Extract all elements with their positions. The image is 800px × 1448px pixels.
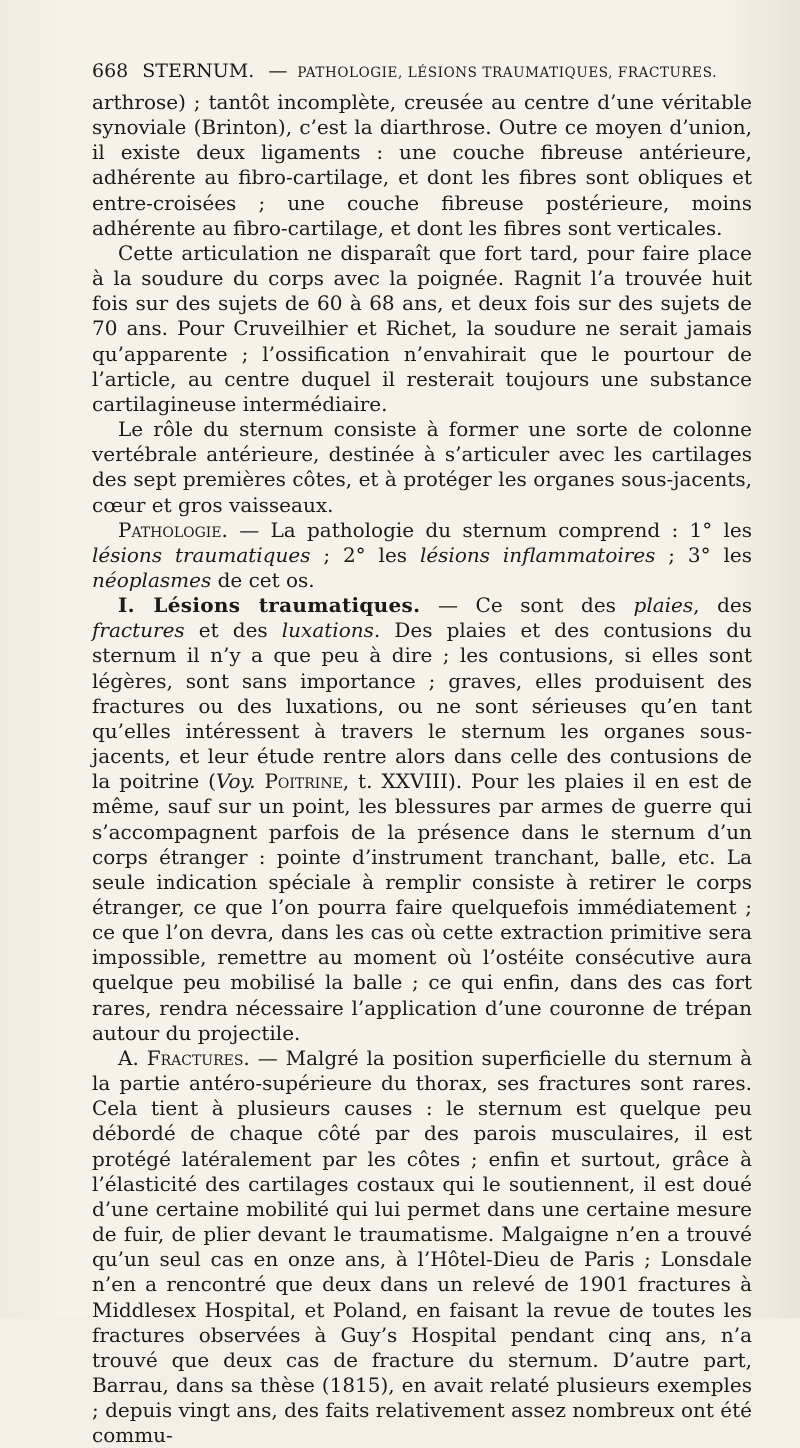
term-neoplasmes: néoplasmes (92, 567, 212, 592)
section-heading-lesions: I. Lésions traumatiques. (118, 593, 421, 618)
header-title: STERNUM. (142, 60, 255, 82)
term-lesions-traumatiques: lésions traumatiques (92, 542, 311, 567)
paragraph-pathologie: Pathologie. — La pathologie du sternum comprend : 1° les lésions traumatiques ; 2° les lésions inflammatoires ; 3° les néoplasmes de cet os. (92, 517, 753, 592)
header-dash: — (268, 60, 288, 82)
page-number: 668 (92, 60, 129, 82)
running-head: PATHOLOGIE, LÉSIONS TRAUMATIQUES, FRACTURES. (297, 65, 718, 81)
cross-reference-voy: Voy. (215, 769, 256, 794)
page-header (92, 60, 752, 84)
page-body (92, 90, 752, 1448)
section-label-pathologie: Pathologie. (118, 517, 228, 542)
paragraph-role-sternum: Le rôle du sternum consiste à former une sorte de colonne vertébrale antérieure, destinée à s’articuler avec les cartilages des sept premières côtes, et à protéger les organes sous-jacents, cœur et gros vaisseaux. (92, 417, 752, 517)
section-label-fractures: A. Fractures. (118, 1045, 250, 1070)
paragraph-soudure: Cette articulation ne disparaît que fort tard, pour faire place à la soudure du corps avec la poignée. Ragnit l’a trouvée huit fois sur des sujets de 60 à 68 ans, et deux fois sur des sujets de 70 ans. Pour Cruveilhier et Richet, la soudure ne serait jamais qu’apparente ; l’ossification n’envahirait que le pourtour de l’article, au centre duquel il resterait toujours une substance cartilagineuse intermédiaire. (92, 240, 752, 416)
term-lesions-inflammatoires: lésions inflammatoires (419, 542, 656, 567)
paragraph-fractures: A. Fractures. — Malgré la position superficielle du sternum à la partie antéro-supérieure du thorax, ses fractures sont rares. Cela tient à plusieurs causes : le sternum est quelque peu débordé de chaque côté par des parois musculaires, il est protégé latéralement par les côtes ; enfin et surtout, grâce à l’élasticité des cartilages costaux qui le soutiennent, il est doué d’une certaine mobilité qui lui permet dans une certaine mesure de fuir, de plier devant le traumatisme. Malgaigne n’en a trouvé qu’un seul cas en onze ans, à l’Hôtel-Dieu de Paris ; Lonsdale n’en a rencontré que deux dans un relevé de 1901 fractures à Middlesex Hospital, et Poland, en faisant la revue de toutes les fractures observées à Guy’s Hospital pendant cinq ans, n’a trouvé que deux cas de fracture du sternum. D’autre part, Barrau, dans sa thèse (1815), en avait relaté plusieurs exemples ; depuis vingt ans, des faits relativement assez nombreux ont été commu- (92, 1045, 752, 1448)
cross-reference-poitrine: Poitrine (264, 769, 343, 794)
paragraph-articulation: arthrose) ; tantôt incomplète, creusée au centre d’une véritable synoviale (Brinton), c’est la diarthrose. Outre ce moyen d’union, il existe deux ligaments : une couche fibreuse antérieure, adhérente au fibro-cartilage, et dont les fibres sont obliques et entre-croisées ; une couche fibreuse postérieure, moins adhérente au fibro-cartilage, et dont les fibres sont verticales. (92, 90, 752, 240)
paragraph-lesions-traumatiques: I. Lésions traumatiques. — Ce sont des plaies, des fractures et des luxations. Des plaies et des contusions du sternum il n’y a que peu à dire ; les contusions, si elles sont légères, sont sans importance ; graves, elles produisent des fractures ou des luxations, ou ne sont sérieuses qu’en tant qu’elles intéressent à travers le sternum les organes sous-jacents, et leur étude rentre alors dans celle des contusions de la poitrine (Voy. Poitrine, t. XXVIII). Pour les plaies il en est de même, sauf sur un point, les blessures par armes de guerre qui s’accompagnent parfois de la présence dans le sternum d’un corps étranger : pointe d’instrument tranchant, balle, etc. La seule indication spéciale à remplir consiste à retirer le corps étranger, ce que l’on pourra faire quelquefois immédiatement ; ce que l’on devra, dans les cas où cette extraction primitive sera impossible, remettre au moment où l’ostéite consécutive aura quelque peu mobilisé la balle ; ce qui enfin, dans des cas fort rares, rendra nécessaire l’application d’une couronne de trépan autour du projectile. (92, 593, 752, 1045)
